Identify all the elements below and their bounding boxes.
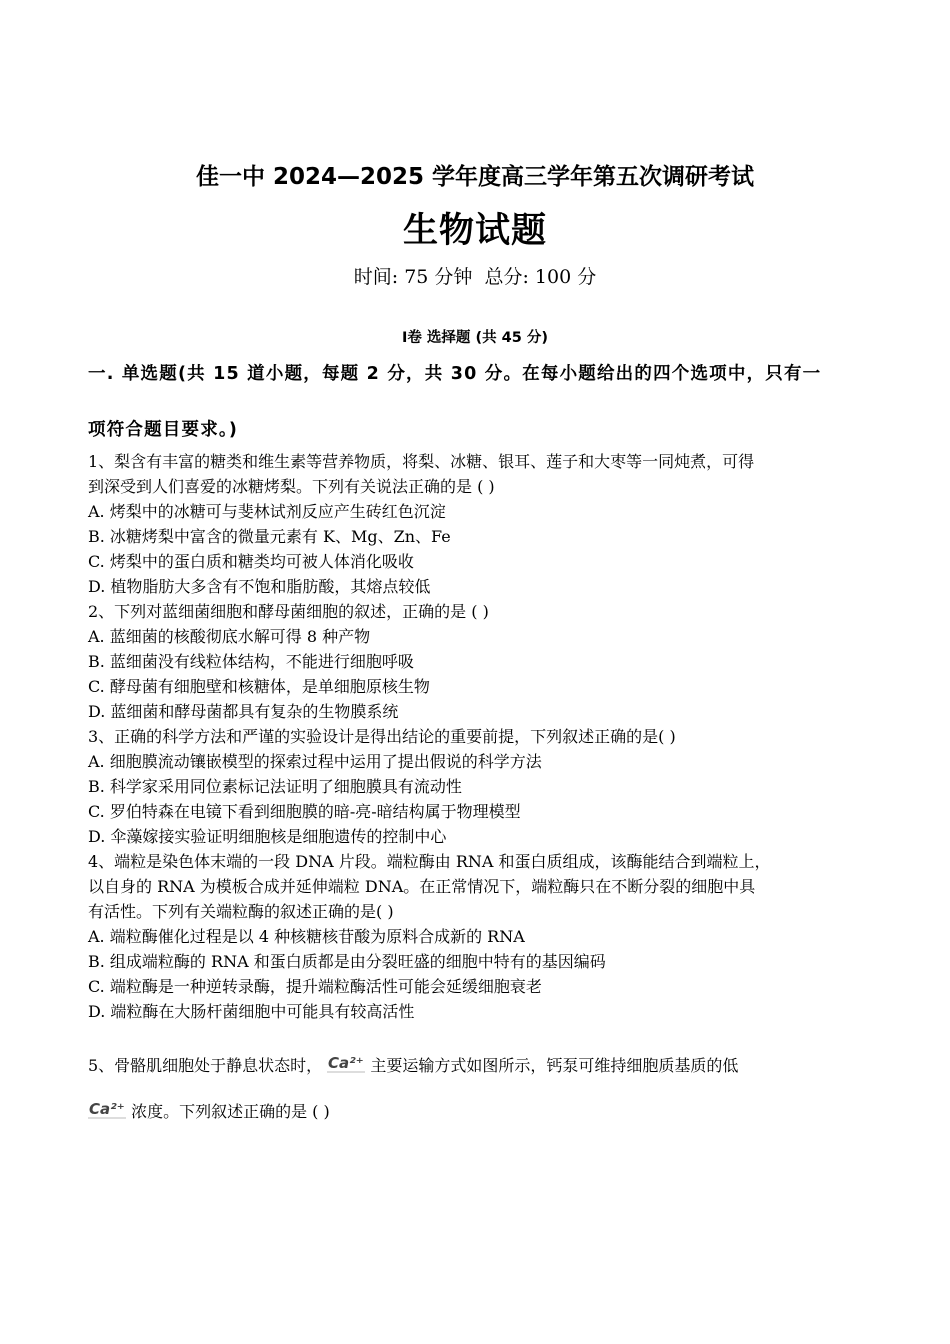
option-d: D. 植物脂肪大多含有不饱和脂肪酸，其熔点较低 (88, 577, 431, 596)
q5-text-part1: 5、骨骼肌细胞处于静息状态时， (88, 1056, 323, 1075)
question-stem-line: 有活性。下列有关端粒酶的叙述正确的是( ) (88, 902, 394, 921)
question-stem-line: 以自身的 RNA 为模板合成并延伸端粒 DNA。在正常情况下，端粒酶只在不断分裂的细胞中具 (88, 877, 756, 896)
question-4 (88, 849, 868, 1024)
question-stem-line (88, 1043, 878, 1089)
question-3 (88, 724, 868, 849)
exam-info (0, 262, 950, 289)
question-stem-line: 到深受到人们喜爱的冰糖烤梨。下列有关说法正确的是 ( ) (88, 477, 495, 496)
option-b: B. 蓝细菌没有线粒体结构，不能进行细胞呼吸 (88, 652, 414, 671)
question-stem-line (88, 1089, 878, 1135)
question-list (88, 449, 868, 1024)
question-stem-line: 3、正确的科学方法和严谨的实验设计是得出结论的重要前提，下列叙述正确的是( ) (88, 727, 676, 746)
option-a: A. 烤梨中的冰糖可与斐林试剂反应产生砖红色沉淀 (88, 502, 446, 521)
option-b: B. 冰糖烤梨中富含的微量元素有 K、Mg、Zn、Fe (88, 527, 451, 546)
option-c: C. 酵母菌有细胞壁和核糖体，是单细胞原核生物 (88, 677, 430, 696)
option-c: C. 烤梨中的蛋白质和糖类均可被人体消化吸收 (88, 552, 414, 571)
section-heading-line: 一. 单选题(共 15 道小题，每题 2 分，共 30 分。在每小题给出的四个选项中，只有一 (88, 364, 822, 384)
volume-label: Ⅰ卷 选择题 (共 45 分) (401, 330, 549, 346)
section-heading-line: 项符合题目要求。) (88, 420, 239, 440)
school-exam-title: 佳一中 2024—2025 学年度高三学年第五次调研考试 (195, 164, 755, 190)
calcium-ion-text: Ca²⁺ (328, 1054, 364, 1072)
question-2 (88, 599, 868, 724)
exam-time: 时间: 75 分钟 (353, 266, 473, 288)
option-c: C. 端粒酶是一种逆转录酶，提升端粒酶活性可能会延缓细胞衰老 (88, 977, 542, 996)
option-b: B. 科学家采用同位素标记法证明了细胞膜具有流动性 (88, 777, 462, 796)
option-d: D. 端粒酶在大肠杆菌细胞中可能具有较高活性 (88, 1002, 415, 1021)
calcium-ion-formula (88, 1097, 126, 1119)
option-b: B. 组成端粒酶的 RNA 和蛋白质都是由分裂旺盛的细胞中特有的基因编码 (88, 952, 606, 971)
exam-total-score: 总分: 100 分 (484, 266, 597, 288)
q5-text-part2: 主要运输方式如图所示，钙泵可维持细胞质基质的低 (370, 1056, 739, 1075)
option-a: A. 细胞膜流动镶嵌模型的探索过程中运用了提出假说的科学方法 (88, 752, 542, 771)
q5-text-part3: 浓度。下列叙述正确的是 ( ) (131, 1102, 330, 1121)
calcium-ion-text: Ca²⁺ (89, 1100, 125, 1118)
option-d: D. 伞藻嫁接实验证明细胞核是细胞遗传的控制中心 (88, 827, 447, 846)
section-heading (88, 346, 868, 458)
option-a: A. 蓝细菌的核酸彻底水解可得 8 种产物 (88, 627, 371, 646)
question-stem-line: 4、端粒是染色体末端的一段 DNA 片段。端粒酶由 RNA 和蛋白质组成，该酶能结合到端粒上， (88, 852, 771, 871)
option-a: A. 端粒酶催化过程是以 4 种核糖核苷酸为原料合成新的 RNA (88, 927, 525, 946)
subject-title: 生物试题 (402, 211, 547, 251)
calcium-ion-formula (327, 1051, 365, 1073)
question-5 (88, 1043, 878, 1135)
option-d: D. 蓝细菌和酵母菌都具有复杂的生物膜系统 (88, 702, 399, 721)
option-c: C. 罗伯特森在电镜下看到细胞膜的暗-亮-暗结构属于物理模型 (88, 802, 521, 821)
question-stem-line: 1、梨含有丰富的糖类和维生素等营养物质，将梨、冰糖、银耳、莲子和大枣等一同炖煮，可得 (88, 452, 755, 471)
question-stem-line: 2、下列对蓝细菌细胞和酵母菌细胞的叙述，正确的是 ( ) (88, 602, 489, 621)
question-1 (88, 449, 868, 599)
